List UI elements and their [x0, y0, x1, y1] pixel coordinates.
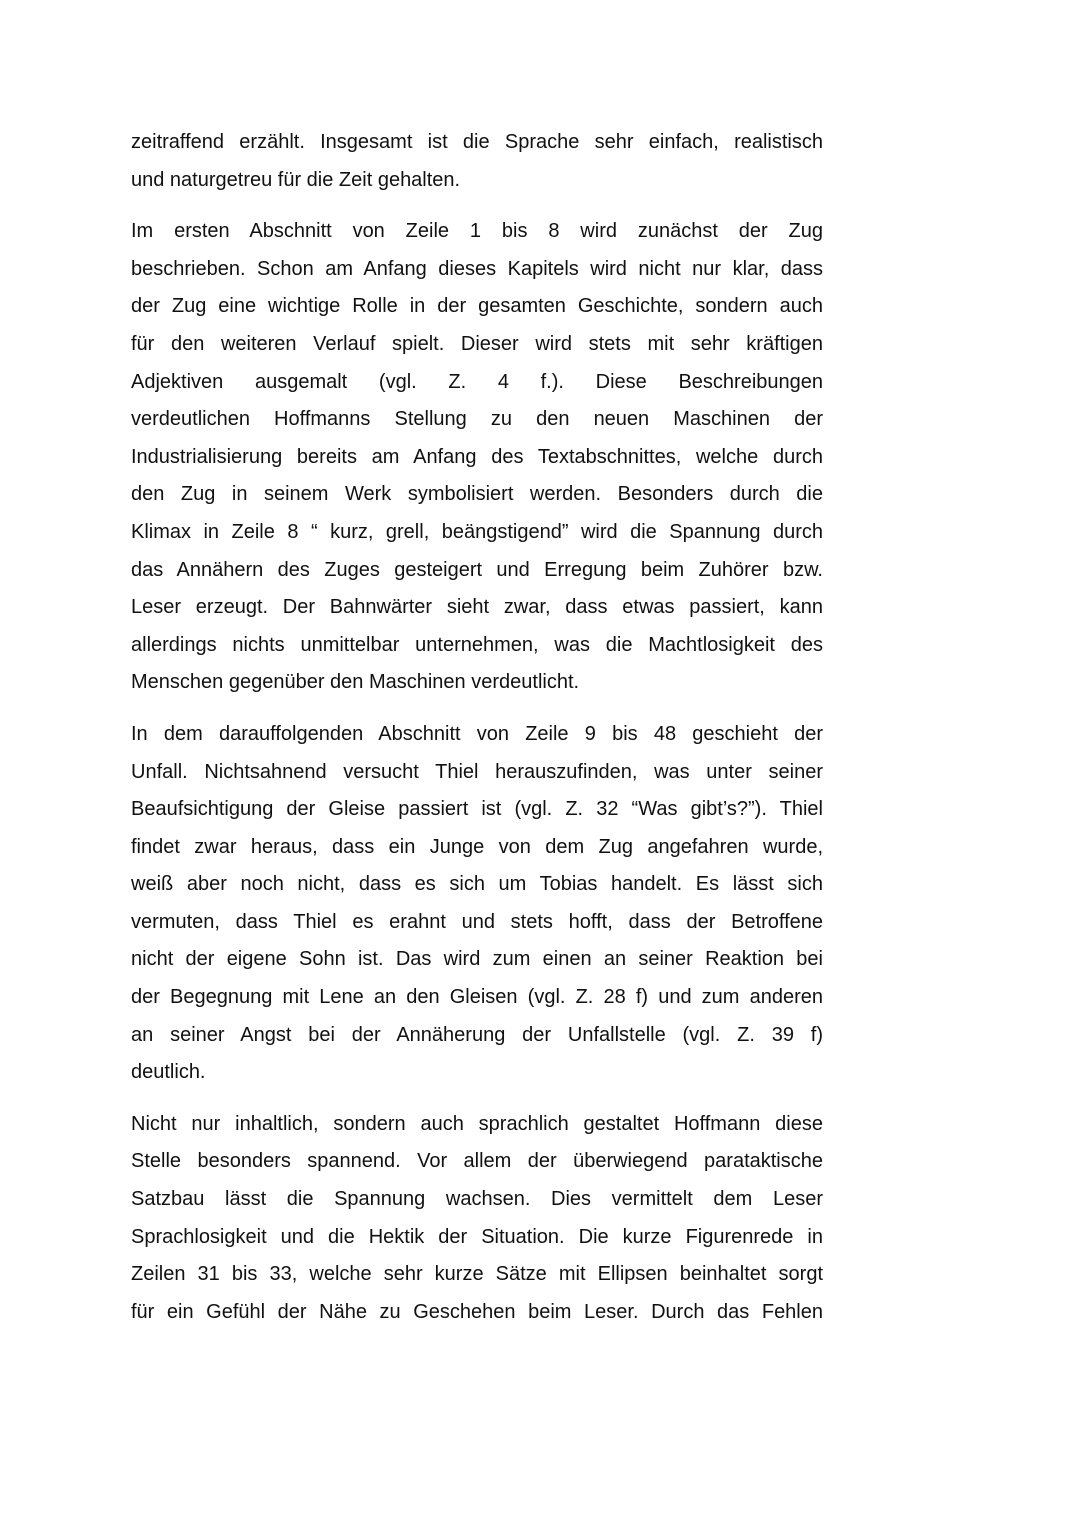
text-line: an seiner Angst bei der Annäherung der Unfallstelle (vgl. Z. 39 f) — [131, 1023, 823, 1046]
text-line: Zeilen 31 bis 33, welche sehr kurze Sätze mit Ellipsen beinhaltet sorgt — [131, 1263, 823, 1286]
document-page — [131, 124, 823, 1345]
text-line: Menschen gegenüber den Maschinen verdeutlicht. — [131, 671, 580, 694]
text-line: Adjektiven ausgemalt (vgl. Z. 4 f.). Diese Beschreibungen — [131, 370, 823, 393]
text-line: allerdings nichts unmittelbar unternehmen, was die Machtlosigkeit des — [131, 633, 823, 656]
text-line: verdeutlichen Hoffmanns Stellung zu den neuen Maschinen der — [131, 408, 823, 431]
text-line: Stelle besonders spannend. Vor allem der überwiegend parataktische — [131, 1150, 823, 1173]
text-line: der Begegnung mit Lene an den Gleisen (vgl. Z. 28 f) und zum anderen — [131, 986, 823, 1009]
text-line: der Zug eine wichtige Rolle in der gesamten Geschichte, sondern auch — [131, 295, 823, 318]
text-line: das Annähern des Zuges gesteigert und Erregung beim Zuhörer bzw. — [131, 558, 823, 581]
text-line: Satzbau lässt die Spannung wachsen. Dies vermittelt dem Leser — [131, 1188, 823, 1211]
text-line: Leser erzeugt. Der Bahnwärter sieht zwar, dass etwas passiert, kann — [131, 596, 823, 619]
text-line: Nicht nur inhaltlich, sondern auch sprachlich gestaltet Hoffmann diese — [131, 1112, 823, 1135]
text-line: In dem darauffolgenden Abschnitt von Zeile 9 bis 48 geschieht der — [131, 722, 823, 745]
paragraph — [131, 716, 823, 1092]
text-line: und naturgetreu für die Zeit gehalten. — [131, 168, 461, 191]
paragraph — [131, 1106, 823, 1332]
text-line: Im ersten Abschnitt von Zeile 1 bis 8 wird zunächst der Zug — [131, 220, 823, 243]
text-line: Klimax in Zeile 8 “ kurz, grell, beängstigend” wird die Spannung durch — [131, 520, 823, 543]
text-line: deutlich. — [131, 1061, 206, 1084]
text-line: für ein Gefühl der Nähe zu Geschehen beim Leser. Durch das Fehlen — [131, 1300, 823, 1323]
text-line: Unfall. Nichtsahnend versucht Thiel herauszufinden, was unter seiner — [131, 760, 823, 783]
text-line: findet zwar heraus, dass ein Junge von dem Zug angefahren wurde, — [131, 835, 823, 858]
text-line: beschrieben. Schon am Anfang dieses Kapitels wird nicht nur klar, dass — [131, 257, 823, 280]
text-line: nicht der eigene Sohn ist. Das wird zum einen an seiner Reaktion bei — [131, 948, 823, 971]
text-line: vermuten, dass Thiel es erahnt und stets hofft, dass der Betroffene — [131, 910, 823, 933]
text-line: zeitraffend erzählt. Insgesamt ist die Sprache sehr einfach, realistisch — [131, 131, 823, 153]
paragraph — [131, 213, 823, 702]
text-line: Industrialisierung bereits am Anfang des Textabschnittes, welche durch — [131, 445, 823, 468]
text-line: Sprachlosigkeit und die Hektik der Situation. Die kurze Figurenrede in — [131, 1225, 823, 1248]
text-line: weiß aber noch nicht, dass es sich um Tobias handelt. Es lässt sich — [131, 873, 823, 896]
text-line: für den weiteren Verlauf spielt. Dieser wird stets mit sehr kräftigen — [131, 332, 823, 355]
paragraph — [131, 124, 823, 199]
text-line: den Zug in seinem Werk symbolisiert werden. Besonders durch die — [131, 483, 823, 506]
text-line: Beaufsichtigung der Gleise passiert ist (vgl. Z. 32 “Was gibt’s?”). Thiel — [131, 798, 823, 821]
